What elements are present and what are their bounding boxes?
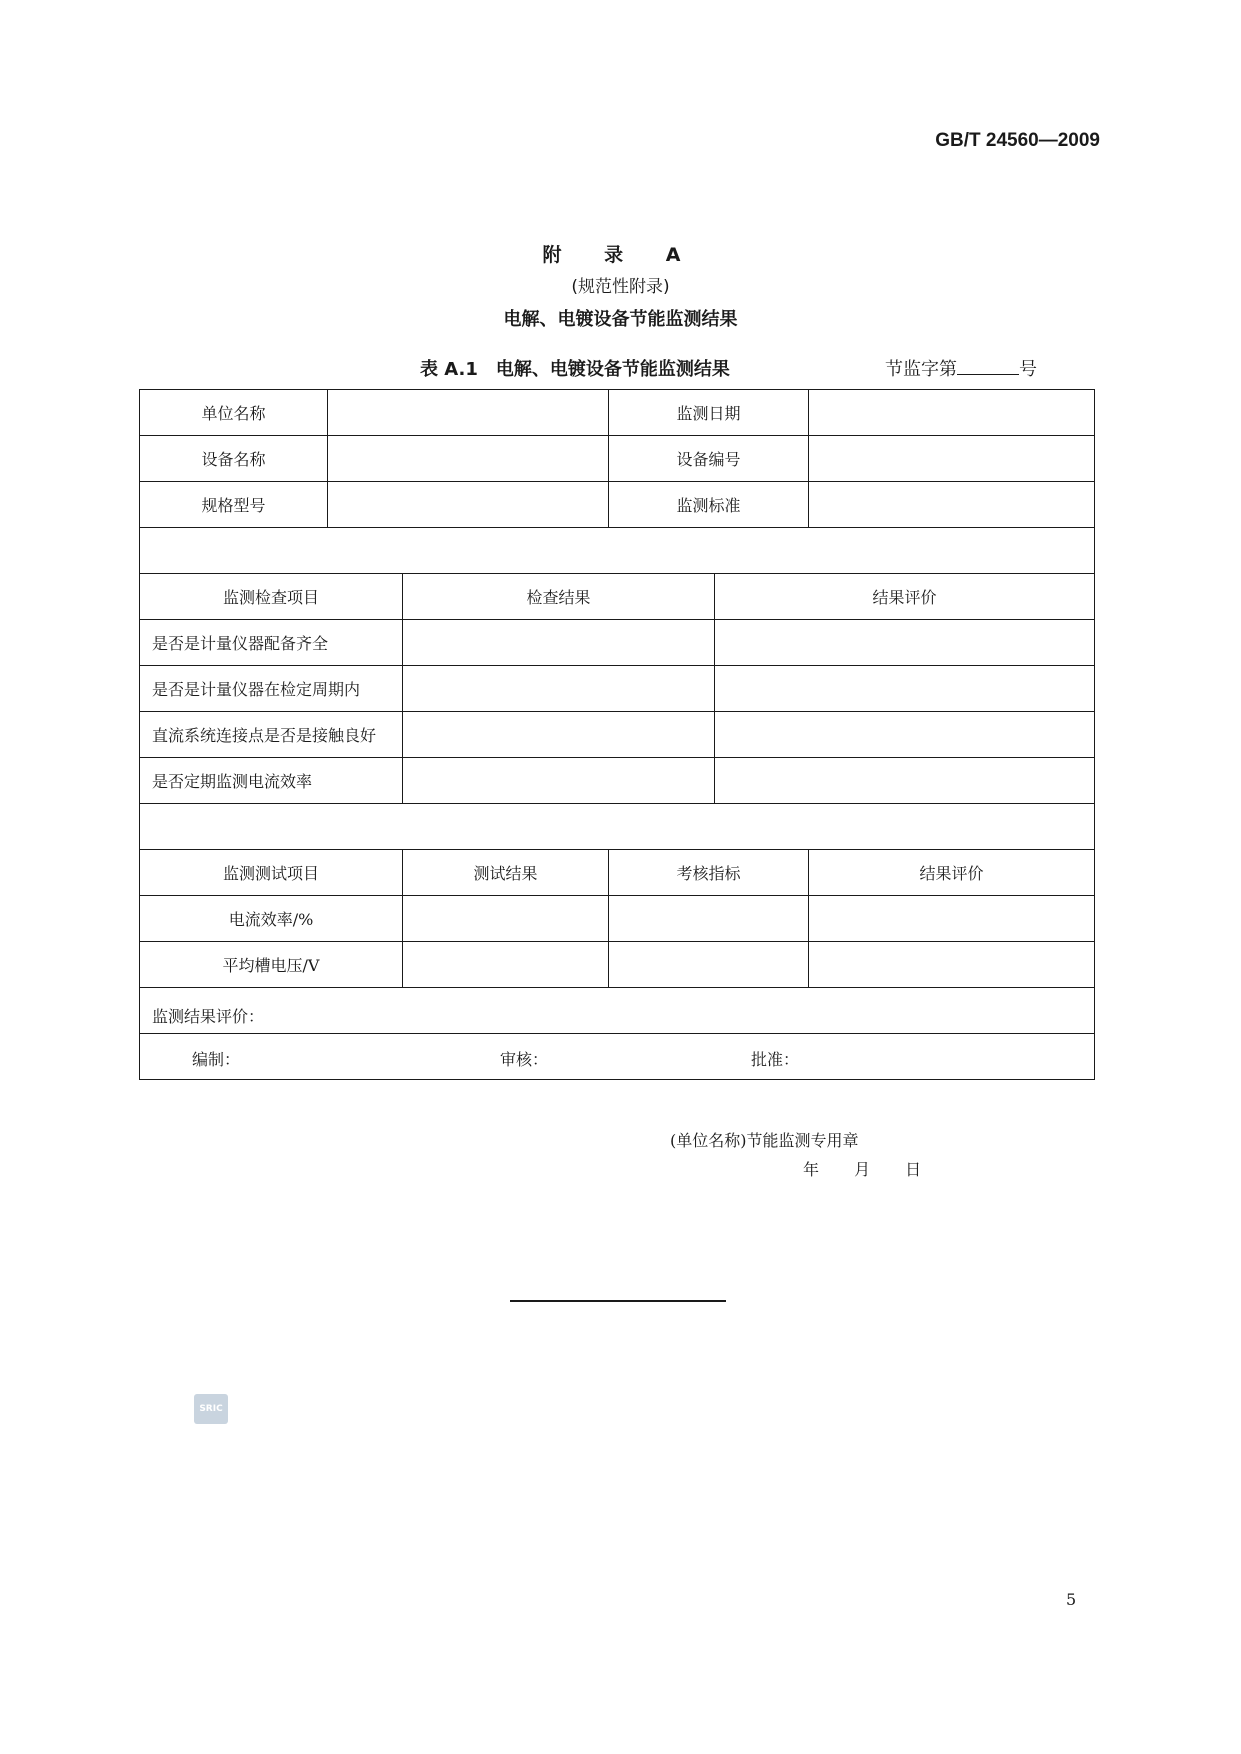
info-row: [140, 482, 1095, 528]
doc-number-prefix: 节监字第: [885, 359, 957, 380]
info-value-monitor-date[interactable]: [809, 390, 1095, 436]
inspection-row: [140, 620, 1095, 666]
testing-item: 平均槽电压/V: [140, 942, 403, 988]
info-label: 设备编号: [609, 436, 809, 482]
inspection-evaluation-cell[interactable]: [715, 666, 1095, 712]
page-number: 5: [1066, 1590, 1077, 1609]
testing-row: [140, 942, 1095, 988]
info-row: [140, 390, 1095, 436]
testing-index-cell[interactable]: [609, 942, 809, 988]
signature-row: [140, 1034, 1095, 1080]
inspection-item: 直流系统连接点是否是接触良好: [140, 712, 403, 758]
date-text: 年 月 日: [803, 1160, 922, 1179]
inspection-item: 是否定期监测电流效率: [140, 758, 403, 804]
column-header: 测试结果: [403, 850, 609, 896]
info-label: 单位名称: [140, 390, 328, 436]
watermark-logo: SRIC: [194, 1394, 228, 1424]
spacer-row: [140, 804, 1095, 850]
column-header: 结果评价: [715, 574, 1095, 620]
column-header: 考核指标: [609, 850, 809, 896]
reviewed-by-label[interactable]: 审核：: [500, 1050, 549, 1069]
testing-result-cell[interactable]: [403, 896, 609, 942]
doc-number-blank[interactable]: [957, 356, 1019, 375]
column-header: 结果评价: [809, 850, 1095, 896]
column-header: 检查结果: [403, 574, 715, 620]
testing-result-cell[interactable]: [403, 942, 609, 988]
stamp-text: (单位名称)节能监测专用章: [670, 1131, 859, 1150]
inspection-result-cell[interactable]: [403, 712, 715, 758]
inspection-row: [140, 758, 1095, 804]
info-value-standard[interactable]: [809, 482, 1095, 528]
approved-by-label[interactable]: 批准：: [751, 1050, 800, 1069]
appendix-title: 附 录 A: [542, 244, 699, 266]
prepared-by-label[interactable]: 编制：: [192, 1050, 241, 1069]
doc-number-suffix: 号: [1019, 359, 1037, 380]
info-label: 规格型号: [140, 482, 328, 528]
testing-item: 电流效率/%: [140, 896, 403, 942]
inspection-item: 是否是计量仪器配备齐全: [140, 620, 403, 666]
testing-evaluation-cell[interactable]: [809, 896, 1095, 942]
evaluation-label: 监测结果评价：: [152, 1007, 265, 1026]
testing-index-cell[interactable]: [609, 896, 809, 942]
inspection-result-cell[interactable]: [403, 758, 715, 804]
info-value-equipment-number[interactable]: [809, 436, 1095, 482]
spacer-cell: [140, 528, 1095, 574]
column-header: 监测测试项目: [140, 850, 403, 896]
inspection-result-cell[interactable]: [403, 666, 715, 712]
inspection-row: [140, 666, 1095, 712]
info-value-unit-name[interactable]: [328, 390, 609, 436]
doc-number: [885, 355, 1037, 381]
end-rule: [510, 1300, 726, 1302]
signature-cell: [140, 1034, 1095, 1080]
inspection-row: [140, 712, 1095, 758]
appendix-name: 电解、电镀设备节能监测结果: [503, 309, 738, 330]
table-caption: 表 A.1 电解、电镀设备节能监测结果: [420, 359, 730, 380]
inspection-evaluation-cell[interactable]: [715, 620, 1095, 666]
spacer-cell: [140, 804, 1095, 850]
info-value-model[interactable]: [328, 482, 609, 528]
info-label: 监测日期: [609, 390, 809, 436]
appendix-type: (规范性附录): [571, 277, 670, 297]
info-value-equipment-name[interactable]: [328, 436, 609, 482]
info-label: 监测标准: [609, 482, 809, 528]
inspection-evaluation-cell[interactable]: [715, 758, 1095, 804]
spacer-row: [140, 528, 1095, 574]
inspection-item: 是否是计量仪器在检定周期内: [140, 666, 403, 712]
monitoring-result-table: [139, 389, 1095, 1179]
testing-header-row: [140, 850, 1095, 896]
inspection-evaluation-cell[interactable]: [715, 712, 1095, 758]
testing-evaluation-cell[interactable]: [809, 942, 1095, 988]
info-row: [140, 436, 1095, 482]
evaluation-row: [140, 988, 1095, 1034]
inspection-header-row: [140, 574, 1095, 620]
testing-row: [140, 896, 1095, 942]
inspection-result-cell[interactable]: [403, 620, 715, 666]
column-header: 监测检查项目: [140, 574, 403, 620]
standard-code: GB/T 24560—2009: [935, 130, 1100, 151]
info-label: 设备名称: [140, 436, 328, 482]
